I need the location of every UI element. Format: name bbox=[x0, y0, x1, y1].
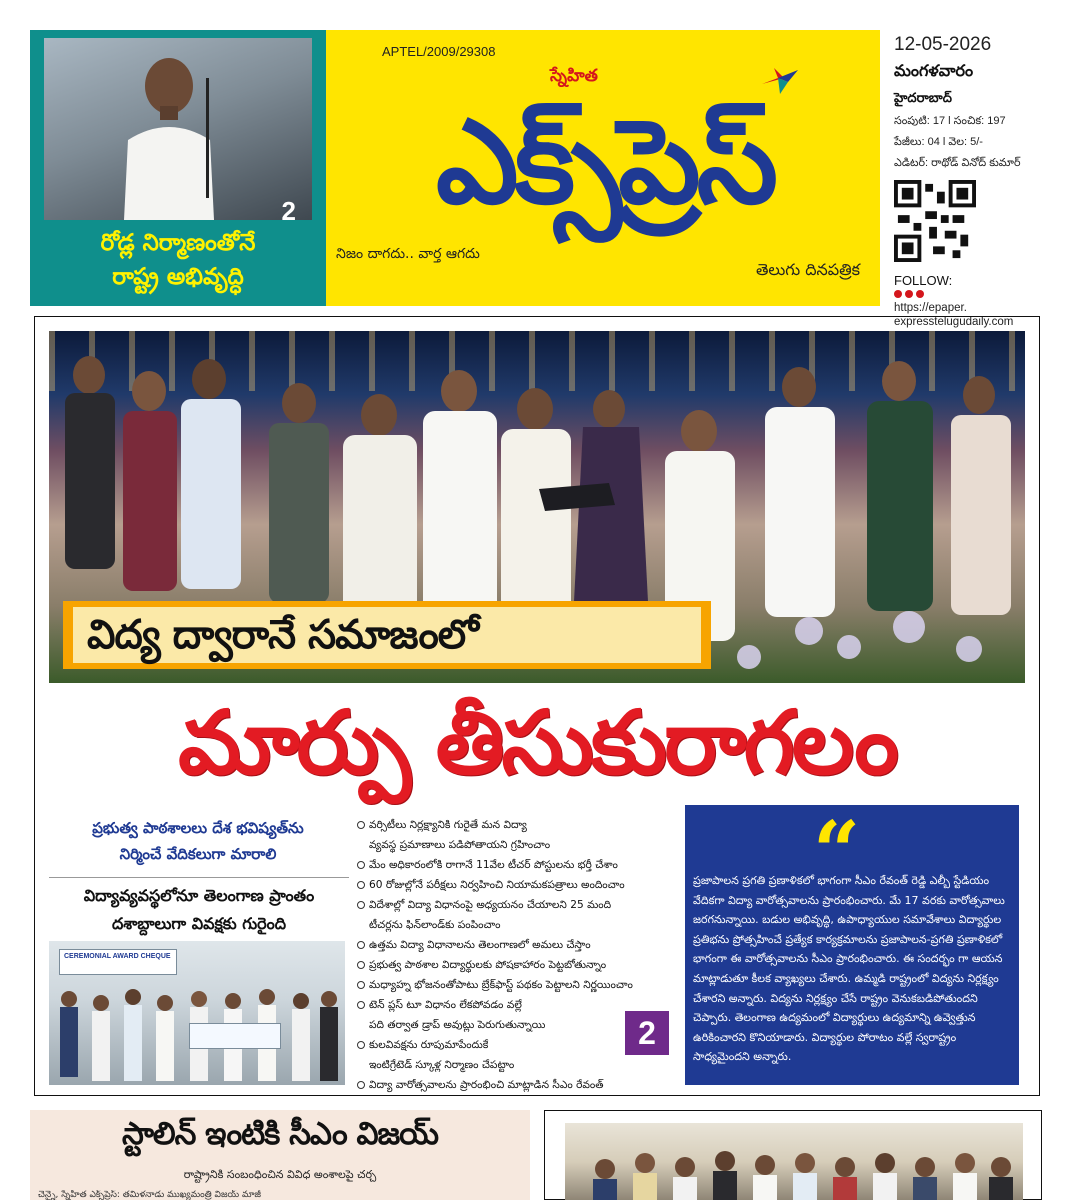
secondary-story[interactable] bbox=[30, 1110, 530, 1200]
subhead-line: దశాబ్దాలుగా వివక్షకు గురైంది bbox=[111, 914, 287, 933]
teaser-caption-line: రోడ్ల నిర్మాణంతోనే bbox=[100, 230, 256, 256]
award-photo bbox=[49, 941, 345, 1085]
story-summary-box bbox=[685, 805, 1019, 1085]
edition-city: హైదరాబాద్ bbox=[894, 90, 952, 105]
epaper-url-line: https://epaper. bbox=[894, 302, 967, 314]
teaser-panel[interactable] bbox=[30, 30, 326, 306]
facebook-icon[interactable] bbox=[894, 290, 902, 298]
teaser-page-number: 2 bbox=[281, 196, 296, 220]
key-point: విద్యా వారోత్సవాలను ప్రారంభించి మాట్లాడిన సీఎం రేవంత్ bbox=[355, 1075, 683, 1095]
epaper-url-line: expresstelugudaily.com bbox=[894, 316, 1014, 328]
teaser-caption-line: రాష్ట్ర అభివృద్ధి bbox=[112, 264, 244, 290]
secondary-dateline: చెన్నై, స్నేహిత ఎక్స్‌ప్రెస్: తమిళనాడు ముఖ్యమంత్రి విజయ్ మాజీ bbox=[38, 1190, 261, 1200]
kicker-text: విద్య ద్వారానే సమాజంలో bbox=[73, 607, 701, 663]
volume-issue: సంపుటి: 17 l సంచిక: 197 bbox=[894, 115, 1006, 127]
key-point: ఉత్తమ విద్యా విధానాలను తెలంగాణలో అమలు చేస్తాం bbox=[355, 935, 683, 955]
subhead-discrimination bbox=[49, 877, 349, 938]
registration-number: APTEL/2009/29308 bbox=[382, 44, 496, 59]
tertiary-story[interactable] bbox=[544, 1110, 1042, 1200]
subhead-line: విద్యావ్యవస్థలోనూ తెలంగాణ ప్రాంతం bbox=[83, 886, 315, 905]
key-point: మధ్యాహ్న భోజనంతోపాటు బ్రేక్‌ఫాస్ట్ పథకం పెట్టాలని నిర్ణయించాం bbox=[355, 975, 683, 995]
key-point: కులవివక్షను రూపుమాపేందుకే bbox=[355, 1035, 683, 1055]
subhead-line: నిర్మించే వేదికలుగా మారాలి bbox=[119, 845, 277, 863]
subhead-schools bbox=[51, 815, 345, 867]
qr-code-icon[interactable] bbox=[894, 180, 976, 262]
secondary-headline: స్టాలిన్ ఇంటికి సీఎం విజయ్ bbox=[121, 1116, 439, 1152]
secondary-subhead: రాష్ట్రానికి సంబంధించిన వివిధ అంశాలపై చర్చ bbox=[183, 1168, 377, 1181]
award-cheque-board bbox=[189, 1023, 281, 1049]
key-point: పది తర్వాత డ్రాప్ అవుట్లు పెరుగుతున్నాయి bbox=[369, 1019, 546, 1031]
key-point: టెన్ ప్లస్ టూ విధానం లేకపోవడం వల్లే bbox=[355, 995, 683, 1015]
newspaper-name: ఎక్స్‌ప్రెస్ bbox=[435, 95, 775, 230]
speaker-figure bbox=[114, 48, 224, 220]
x-icon[interactable] bbox=[916, 290, 924, 298]
key-point: టీచర్లను ఫిన్‌లాండ్‌కు పంపించాం bbox=[369, 919, 501, 931]
group-photo-illustration bbox=[565, 1123, 1023, 1200]
quote-mark-icon: “ bbox=[813, 804, 861, 900]
teaser-photo bbox=[44, 38, 312, 220]
social-icons bbox=[894, 290, 1064, 298]
kicker-band bbox=[63, 601, 711, 669]
main-headline[interactable]: మార్పు తీసుకురాగలం bbox=[178, 691, 896, 794]
instagram-icon[interactable] bbox=[905, 290, 913, 298]
edition-tag: తెలుగు దినపత్రిక bbox=[755, 260, 860, 279]
masthead bbox=[326, 30, 880, 306]
cheque-banner: CEREMONIAL AWARD CHEQUE bbox=[59, 949, 177, 975]
key-point: వ్యవస్థ ప్రమాణాలు పడిపోతాయని గ్రహించాం bbox=[369, 839, 551, 851]
sub-brand: స్నేహిత bbox=[550, 66, 598, 86]
issue-day: మంగళవారం bbox=[894, 63, 974, 80]
tagline: నిజం దాగదు.. వార్త ఆగదు bbox=[336, 246, 480, 262]
lead-story bbox=[34, 316, 1040, 1096]
follow-label: FOLLOW: bbox=[894, 273, 953, 288]
key-point: విదేశాల్లో విద్యా విధానంపై అధ్యయనం చేయాలని 25 మంది bbox=[355, 895, 683, 915]
story-summary-text: ప్రజాపాలన ప్రగతి ప్రణాళికలో భాగంగా సీఎం రేవంత్ రెడ్డి ఎల్బీ స్టేడియం వేదికగా విద్యా వారోత్సవాలను ప్రారంభించారు. మే 17 వరకు వారోత్సవాలు జరగనున్నాయి. బడుల అభివృద్ధి, ఉపాధ్యాయుల సమావేశాలు విద్యార్థుల ప్రతిభను ప్రోత్సహించే ప్రత్యేక కార్యక్రమాలను ప్రజాపాలన-ప్రగతి ప్రణాళికలో భాగంగా ఈ వారోత్సవాలను సీఎం ప్రారంభించారు. ఈ సందర్భం గా ఆయన మాట్లాడుతూ కీలక వ్యాఖ్యలు చేశారు. ఉమ్మడి రాష్ట్రంలో విద్యను నిర్లక్ష్యం చేశారని అన్నారు. విద్యను నిర్లక్ష్యం చేసే రాష్ట్రం వెనుకబడిపోతుందని చెప్పారు. తెలంగాణ ఉద్యమంలో విద్యార్థులు ఉద్యమాన్ని ఉవ్వెత్తున ఉరికించారని కొనియాడారు. విద్యార్థుల పోరాటం వల్లే స్వరాష్ట్రం సాధ్యమైందని అన్నారు. bbox=[693, 874, 1005, 1064]
key-point: 60 రోజుల్లోనే పరీక్షలు నిర్వహించి నియామకపత్రాలు అందించాం bbox=[355, 875, 683, 895]
issue-date: 12-05-2026 bbox=[894, 34, 992, 55]
tertiary-photo bbox=[565, 1123, 1023, 1200]
lead-photo bbox=[49, 331, 1025, 683]
continued-page-marker[interactable]: 2 bbox=[625, 1011, 669, 1055]
edition-info bbox=[894, 34, 1064, 329]
editor-credit: ఎడిటర్: రాథోడ్ వినోద్ కుమార్ bbox=[894, 157, 1021, 169]
subhead-line: ప్రభుత్వ పాఠశాలలు దేశ భవిష్యత్‌ను bbox=[92, 819, 304, 837]
key-point: ప్రభుత్వ పాఠశాల విద్యార్థులకు పోషకాహారం పెట్టబోతున్నాం bbox=[355, 955, 683, 975]
key-point: ఇంటిగ్రేటెడ్ స్కూళ్ల నిర్మాణం చేపట్టాం bbox=[369, 1059, 515, 1071]
key-point: మేం అధికారంలోకి రాగానే 11వేల టీచర్ పోస్టులను భర్తీ చేశాం bbox=[355, 855, 683, 875]
pages-price: పేజీలు: 04 l వెల: 5/- bbox=[894, 136, 983, 148]
teaser-caption bbox=[30, 226, 326, 294]
award-group-illustration bbox=[49, 941, 345, 1085]
key-point: వర్సిటీలు నిర్లక్ష్యానికి గురైతే మన విద్యా bbox=[355, 815, 683, 835]
